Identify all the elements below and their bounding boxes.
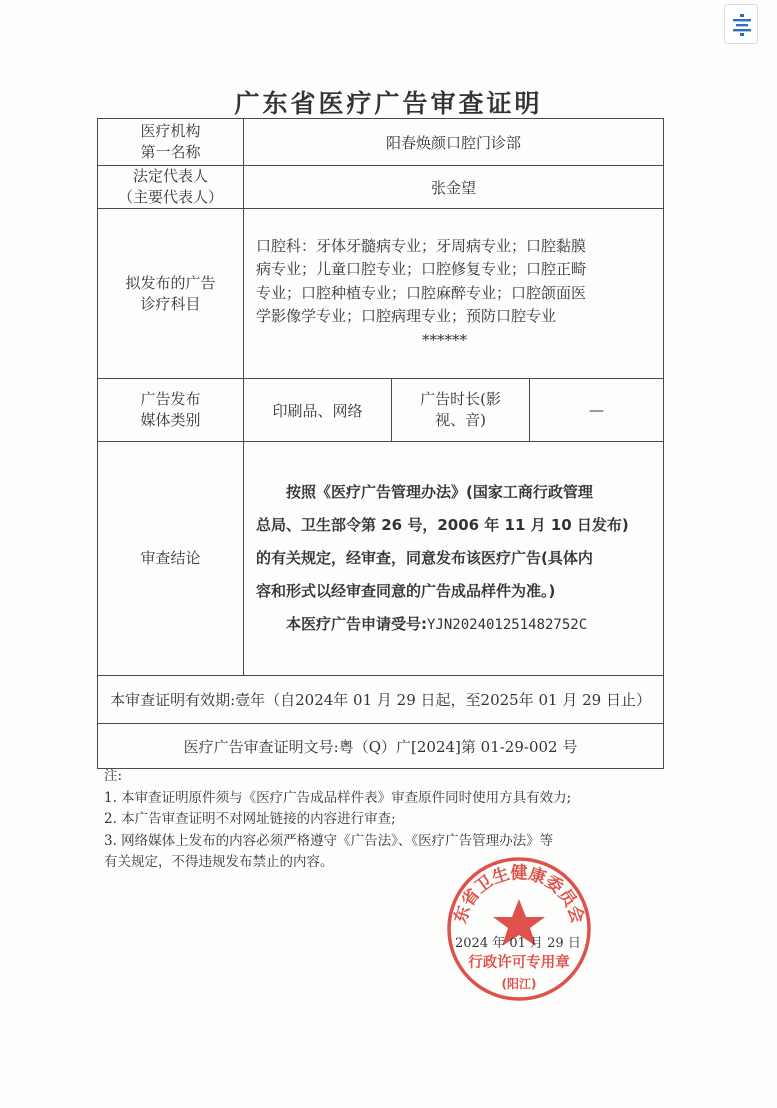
seal-outer-text: 东省卫生健康委员会 bbox=[450, 863, 588, 926]
document-tool-button[interactable] bbox=[724, 4, 758, 44]
seal-bottom-text: (阳江) bbox=[501, 977, 537, 991]
conclusion-label: 审查结论 bbox=[98, 442, 244, 676]
row-validity bbox=[98, 676, 664, 724]
duration-value: — bbox=[530, 379, 664, 442]
note-item: 1. 本审查证明原件须与《医疗广告成品样件表》审查原件同时使用方具有效力; bbox=[104, 789, 572, 806]
row-conclusion bbox=[98, 442, 664, 676]
legal-rep-value: 张金望 bbox=[244, 166, 664, 209]
row-org-name bbox=[98, 119, 664, 166]
document-title: 广东省医疗广告审查证明 bbox=[234, 89, 543, 118]
notes-heading: 注: bbox=[104, 768, 123, 784]
row-doc-no bbox=[98, 724, 664, 769]
scope-label: 拟发布的广告 诊疗科目 bbox=[98, 209, 244, 379]
legal-rep-label: 法定代表人 （主要代表人） bbox=[98, 166, 244, 209]
issue-date: 2024 年 01 月 29 日 bbox=[455, 936, 581, 951]
document-zoom-icon bbox=[731, 14, 753, 36]
scope-value: 口腔科：牙体牙髓病专业；牙周病专业；口腔黏膜 病专业；儿童口腔专业；口腔修复专业；口腔正畸 专业；口腔种植专业；口腔麻醉专业；口腔颌面医 学影像学专业；口腔病理专业；预防口腔专业 ****** bbox=[244, 209, 664, 379]
row-scope bbox=[98, 209, 664, 379]
application-number: YJN202401251482752C bbox=[427, 616, 588, 633]
note-item: 有关规定，不得违规发布禁止的内容。 bbox=[104, 854, 334, 870]
validity-text: 本审查证明有效期:壹年（自2024年 01 月 29 日起，至2025年 01 月 29 日止） bbox=[98, 676, 664, 724]
org-name-value: 阳春焕颜口腔门诊部 bbox=[244, 119, 664, 166]
note-item: 2. 本广告审查证明不对网址链接的内容进行审查; bbox=[104, 811, 396, 827]
document-number: 医疗广告审查证明文号:粤（Q）广[2024]第 01-29-002 号 bbox=[98, 724, 664, 769]
media-label: 广告发布 媒体类别 bbox=[98, 379, 244, 442]
note-item: 3. 网络媒体上发布的内容必须严格遵守《广告法》、《医疗广告管理办法》等 bbox=[104, 832, 554, 849]
row-legal-rep bbox=[98, 166, 664, 209]
seal-inner-text: 行政许可专用章 bbox=[468, 955, 570, 971]
application-label: 本医疗广告申请受号: bbox=[286, 614, 427, 633]
media-value: 印刷品、网络 bbox=[244, 379, 392, 442]
duration-label: 广告时长(影 视、音) bbox=[392, 379, 530, 442]
org-name-label: 医疗机构 第一名称 bbox=[98, 119, 244, 166]
conclusion-text: 按照《医疗广告管理办法》(国家工商行政管理 总局、卫生部令第 26 号，2006 年 11 月 10 日发布) 的有关规定，经审查，同意发布该医疗广告(具体内 容和形式以经审查同意的广告成品样件为准。) 本医疗广告申请受号:YJN202401251482752C bbox=[244, 442, 664, 676]
official-seal-icon bbox=[445, 855, 593, 1003]
row-media bbox=[98, 379, 664, 442]
certificate-table bbox=[97, 118, 664, 769]
